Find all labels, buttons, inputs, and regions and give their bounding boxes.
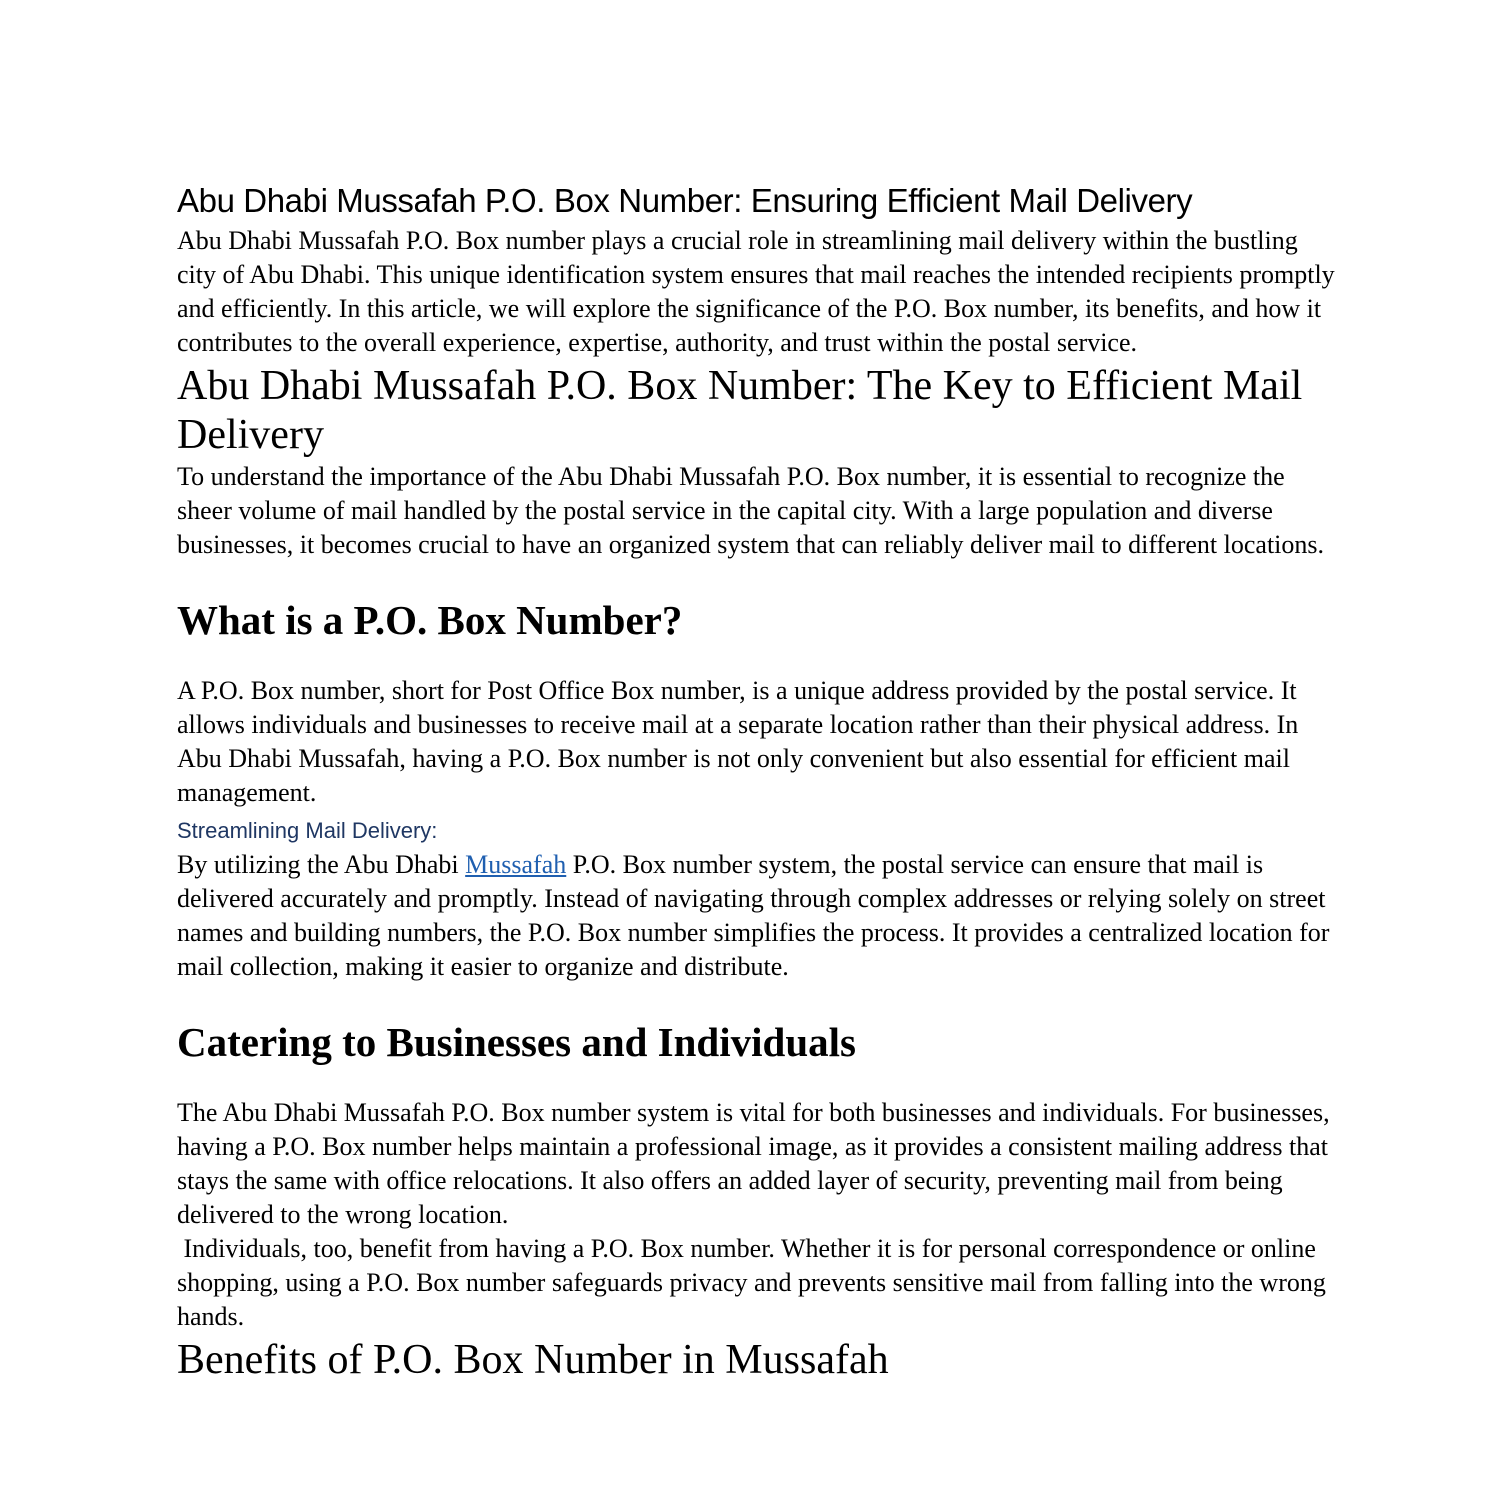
streamlining-text-before: By utilizing the Abu Dhabi [177,850,466,879]
intro-paragraph: Abu Dhabi Mussafah P.O. Box number plays a crucial role in streamlining mail delivery within the bustling city of Abu Dhabi. This unique identification system ensures that mail reaches the intended recipients promptly and efficiently. In this article, we will explore the significance of the P.O. Box number, its benefits, and how it contributes to the overall experience, expertise, authority, and trust within the postal service. [177,226,1335,357]
section-heading-benefits: Benefits of P.O. Box Number in Mussafah [177,1337,889,1383]
section-what-paragraph: A P.O. Box number, short for Post Office Box number, is a unique address provided by the postal service. It allows individuals and businesses to receive mail at a separate location rather than their physical address. In Abu Dhabi Mussafah, having a P.O. Box number is not only convenient but also essential for efficient mail management. [177,676,1299,807]
mussafah-link[interactable]: Mussafah [465,850,567,879]
section-heading-streamlining: Streamlining Mail Delivery: [177,818,438,843]
document-page [177,178,1337,1385]
streamlining-text-after: P.O. Box number system, the postal service can ensure that mail is delivered accurately and promptly. Instead of navigating through complex addresses or relying solely on street names and building numbers, the P.O. Box number simplifies the process. It provides a centralized location for mail collection, making it easier to organize and distribute. [177,850,1330,981]
section-heading-catering: Catering to Businesses and Individuals [177,1019,856,1065]
article-title: Abu Dhabi Mussafah P.O. Box Number: Ensuring Efficient Mail Delivery [177,182,1193,219]
section-heading-key: Abu Dhabi Mussafah P.O. Box Number: The Key to Efficient Mail Delivery [177,363,1303,458]
section-streamlining-paragraph [177,848,1337,984]
section-catering-paragraph-1: The Abu Dhabi Mussafah P.O. Box number system is vital for both businesses and individuals. For businesses, having a P.O. Box number helps maintain a professional image, as it provides a consistent mailing address that stays the same with office relocations. It also offers an added layer of security, preventing mail from being delivered to the wrong location. [177,1098,1330,1229]
section-heading-what: What is a P.O. Box Number? [177,597,683,643]
section-catering-paragraph-2: Individuals, too, benefit from having a P.O. Box number. Whether it is for personal correspondence or online shopping, using a P.O. Box number safeguards privacy and prevents sensitive mail from falling into the wrong hands. [177,1234,1333,1331]
section-key-paragraph: To understand the importance of the Abu Dhabi Mussafah P.O. Box number, it is essential to recognize the sheer volume of mail handled by the postal service in the capital city. With a large population and diverse businesses, it becomes crucial to have an organized system that can reliably deliver mail to different locations. [177,462,1325,559]
